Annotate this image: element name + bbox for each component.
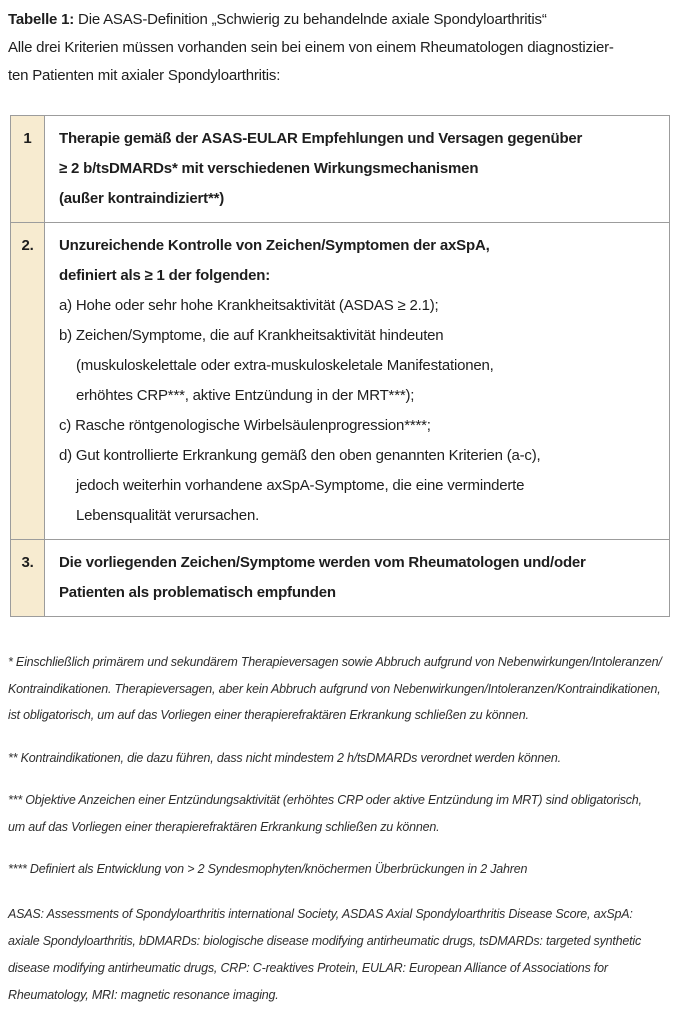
abbreviations-line: disease modifying antirheumatic drugs, CRP: C-reaktives Protein, EULAR: European Alliance of Associations for [8, 960, 608, 975]
abbreviations-line: ASAS: Assessments of Spondyloarthritis international Society, ASDAS Axial Spondyloarthritis Disease Score, axSpA: [8, 906, 633, 921]
abbreviations-paragraph [8, 901, 672, 1009]
row-3-number: 3. [11, 540, 45, 617]
table-row-2 [11, 223, 670, 540]
table-caption [8, 6, 672, 34]
row-3-content [45, 540, 670, 617]
table-row-3 [11, 540, 670, 617]
row-2-line: (muskuloskelettale oder extra-muskuloskeletale Manifestationen, [76, 357, 494, 374]
footnote-3 [8, 787, 672, 840]
footnote-4 [8, 856, 672, 883]
footnotes-section [8, 649, 672, 883]
footnote-1-line: Kontraindikationen. Therapieversagen, aber kein Abbruch aufgrund von Nebenwirkungen/Intoleranzen/Kontraindikationen, [8, 681, 661, 696]
abbreviations-line: Rheumatology, MRI: magnetic resonance imaging. [8, 987, 279, 1002]
row-2-line: a) Hohe oder sehr hohe Krankheitsaktivität (ASDAS ≥ 2.1); [59, 297, 439, 314]
table-caption-label: Tabelle 1: [8, 11, 75, 28]
footnote-2-line: ** Kontraindikationen, die dazu führen, dass nicht mindestem 2 h/tsDMARDs verordnet werden können. [8, 750, 561, 765]
definition-table [10, 115, 670, 617]
row-2-line: definiert als ≥ 1 der folgenden: [59, 267, 271, 284]
table-intro [8, 34, 672, 90]
row-2-number: 2. [11, 223, 45, 540]
footnote-3-line: *** Objektive Anzeichen einer Entzündungsaktivität (erhöhtes CRP oder aktive Entzündung im MRT) sind obligatorisch, [8, 793, 642, 807]
row-2-line: Unzureichende Kontrolle von Zeichen/Symptomen der axSpA, [59, 237, 490, 254]
row-1-content [45, 116, 670, 223]
abbreviations-line: axiale Spondyloarthritis, bDMARDs: biologische disease modifying antirheumatic drugs, tsDMARDs: targeted synthetic [8, 933, 642, 948]
row-1-line: ≥ 2 b/tsDMARDs* mit verschiedenen Wirkungsmechanismen [59, 160, 479, 177]
table-caption-text: Die ASAS-Definition „Schwierig zu behandelnde axiale Spondyloarthritis“ [74, 11, 547, 28]
row-1-number: 1 [11, 116, 45, 223]
footnote-3-line: um auf das Vorliegen einer therapierefraktären Erkrankung schließen zu können. [8, 819, 440, 834]
row-3-line: Die vorliegenden Zeichen/Symptome werden vom Rheumatologen und/oder [59, 554, 586, 571]
footnote-1-line: ist obligatorisch, um auf das Vorliegen einer therapierefraktären Erkrankung schließen zu können. [8, 708, 529, 722]
footnote-4-line: **** Definiert als Entwicklung von > 2 Syndesmophyten/knöchermen Überbrückungen in 2 Jahren [8, 862, 528, 876]
table-intro-line-1: Alle drei Kriterien müssen vorhanden sein bei einem von einem Rheumatologen diagnostizier- [8, 39, 614, 56]
row-2-line: jedoch weiterhin vorhandene axSpA-Symptome, die eine verminderte [76, 477, 525, 494]
row-2-line: Lebensqualität verursachen. [76, 507, 260, 524]
row-3-line: Patienten als problematisch empfunden [59, 584, 336, 601]
footnote-1 [8, 649, 672, 729]
row-1-line: (außer kontraindiziert**) [59, 190, 225, 207]
row-2-line: d) Gut kontrollierte Erkrankung gemäß den oben genannten Kriterien (a-c), [59, 447, 541, 464]
row-1-line: Therapie gemäß der ASAS-EULAR Empfehlungen und Versagen gegenüber [59, 130, 583, 147]
footnote-2 [8, 745, 672, 772]
table-row-1 [11, 116, 670, 223]
row-2-line: erhöhtes CRP***, aktive Entzündung in der MRT***); [76, 387, 415, 404]
footnote-1-line: * Einschließlich primärem und sekundärem Therapieversagen sowie Abbruch aufgrund von Nebenwirkungen/Intoleranzen/ [8, 655, 662, 669]
row-2-content [45, 223, 670, 540]
row-2-line: b) Zeichen/Symptome, die auf Krankheitsaktivität hindeuten [59, 327, 444, 344]
table-intro-line-2: ten Patienten mit axialer Spondyloarthritis: [8, 67, 281, 84]
row-2-line: c) Rasche röntgenologische Wirbelsäulenprogression****; [59, 417, 431, 434]
